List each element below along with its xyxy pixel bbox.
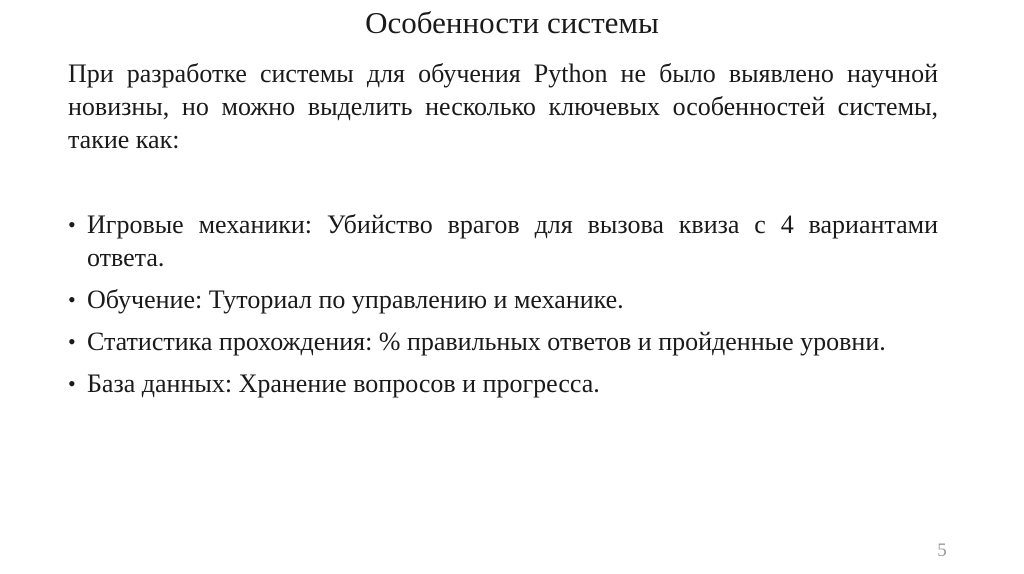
intro-paragraph: При разработке системы для обучения Python не было выявлено научной новизны, но можно выделить несколько ключевых особенностей системы, такие как:: [68, 59, 938, 154]
bullet-icon: •: [68, 371, 76, 396]
bullet-text: Статистика прохождения: % правильных ответов и пройденные уровни.: [87, 327, 886, 356]
bullet-item-game-mechanics: [68, 208, 938, 274]
bullet-text: Обучение: Туториал по управлению и механике.: [87, 285, 624, 314]
bullet-text: База данных: Хранение вопросов и прогресса.: [87, 369, 600, 398]
bullet-icon: •: [68, 212, 76, 237]
bullet-text: Игровые механики: Убийство врагов для вызова квиза с 4 вариантами ответа.: [87, 210, 938, 272]
bullet-item-statistics: [68, 325, 938, 358]
page-number: 5: [937, 540, 947, 561]
bullet-icon: •: [68, 329, 76, 354]
bullet-item-database: [68, 367, 938, 400]
bullet-list: [68, 208, 938, 409]
bullet-item-training: [68, 283, 938, 316]
slide-title: Особенности системы: [365, 5, 659, 40]
bullet-icon: •: [68, 287, 76, 312]
